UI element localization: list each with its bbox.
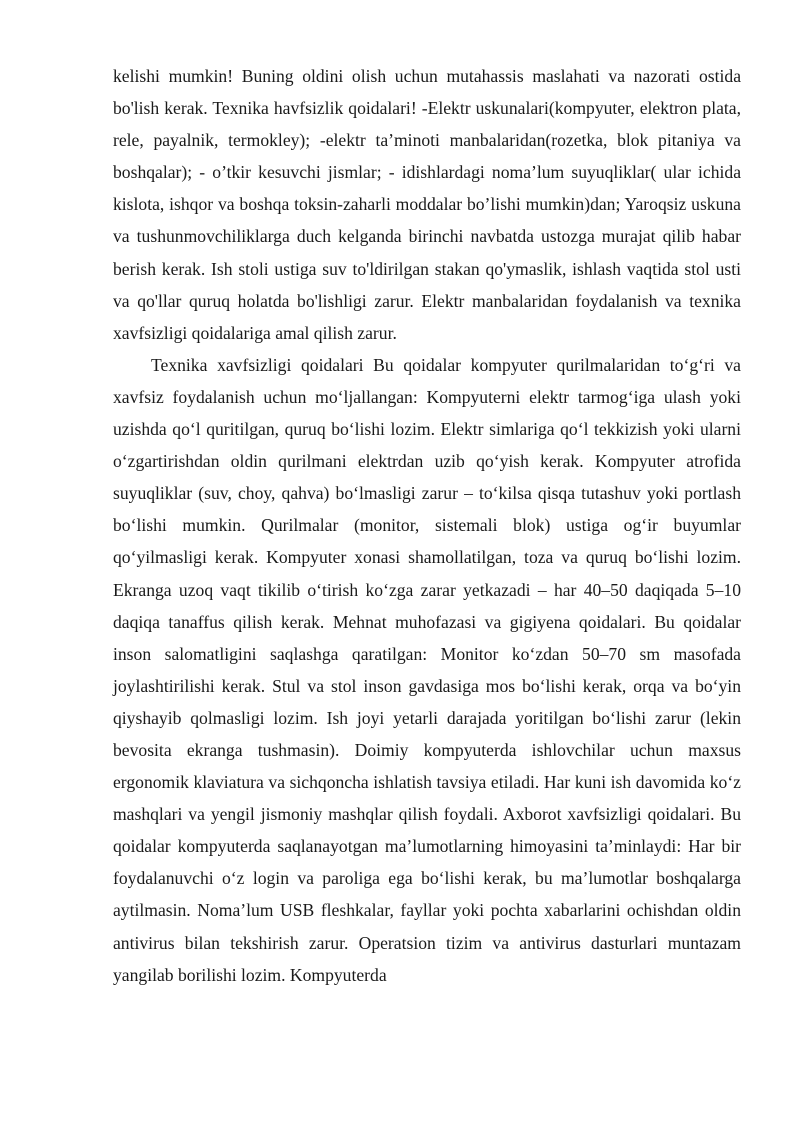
paragraph-safety-rules: Texnika xavfsizligi qoidalari Bu qoidalar kompyuter qurilmalaridan to‘g‘ri va xavfsiz foydalanish uchun mo‘ljallangan: Kompyuterni elektr tarmog‘iga ulash yoki uzishda qo‘l quritilgan, quruq bo‘lishi lozim. Elektr simlariga qo‘l tekkizish yoki ularni o‘zgartirishdan oldin qurilmani elektrdan uzib qo‘yish kerak. Kompyuter atrofida suyuqliklar (suv, choy, qahva) bo‘lmasligi zarur – to‘kilsa qisqa tutashuv yoki portlash bo‘lishi mumkin. Qurilmalar (monitor, sistemali blok) ustiga og‘ir buyumlar qo‘yilmasligi kerak. Kompyuter xonasi shamollatilgan, toza va quruq bo‘lishi lozim. Ekranga uzoq vaqt tikilib o‘tirish ko‘zga zarar yetkazadi – har 40–50 daqiqada 5–10 daqiqa tanaffus qilish kerak. Mehnat muhofazasi va gigiyena qoidalari. Bu qoidalar inson salomatligini saqlashga qaratilgan: Monitor ko‘zdan 50–70 sm masofada joylashtirilishi kerak. Stul va stol inson gavdasiga mos bo‘lishi kerak, orqa va bo‘yin qiyshayib qolmasligi lozim. Ish joyi yetarli darajada yoritilgan bo‘lishi zarur (lekin bevosita ekranga tushmasin). Doimiy kompyuterda ishlovchilar uchun maxsus ergonomik klaviatura va sichqoncha ishlatish tavsiya etiladi. Har kuni ish davomida ko‘z mashqlari va yengil jismoniy mashqlar qilish foydali. Axborot xavfsizligi qoidalari. Bu qoidalar kompyuterda saqlanayotgan ma’lumotlarning himoyasini ta’minlaydi: Har bir foydalanuvchi o‘z login va paroliga ega bo‘lishi kerak, bu ma’lumotlar boshqalarga aytilmasin. Noma’lum USB fleshkalar, fayllar yoki pochta xabarlarini ochishdan oldin antivirus bilan tekshirish zarur. Operatsion tizim va antivirus dasturlari muntazam yangilab borilishi lozim. Kompyuterda	[113, 354, 741, 985]
paragraph-continuation: kelishi mumkin! Buning oldini olish uchun mutahassis maslahati va nazorati ostida bo'lish kerak. Texnika havfsizlik qoidalari! -Elektr uskunalari(kompyuter, elektron plata, rele, payalnik, termokley); -elektr ta’minoti manbalaridan(rozetka, blok pitaniya va boshqalar); - o’tkir kesuvchi jismlar; - idishlardagi noma’lum suyuqliklar( ular ichida kislota, ishqor va boshqa toksin-zaharli moddalar bo’lishi mumkin)dan; Yaroqsiz uskuna va tushunmovchiliklarga duch kelganda birinchi navbatda ustozga murajat qilib habar berish kerak. Ish stoli ustiga suv to'ldirilgan stakan qo'ymaslik, ishlash vaqtida stol usti va qo'llar quruq holatda bo'lishligi zarur. Elektr manbalaridan foydalanish va texnika xavfsizligi qoidalariga amal qilish zarur.	[113, 66, 741, 343]
document-page	[113, 60, 741, 991]
